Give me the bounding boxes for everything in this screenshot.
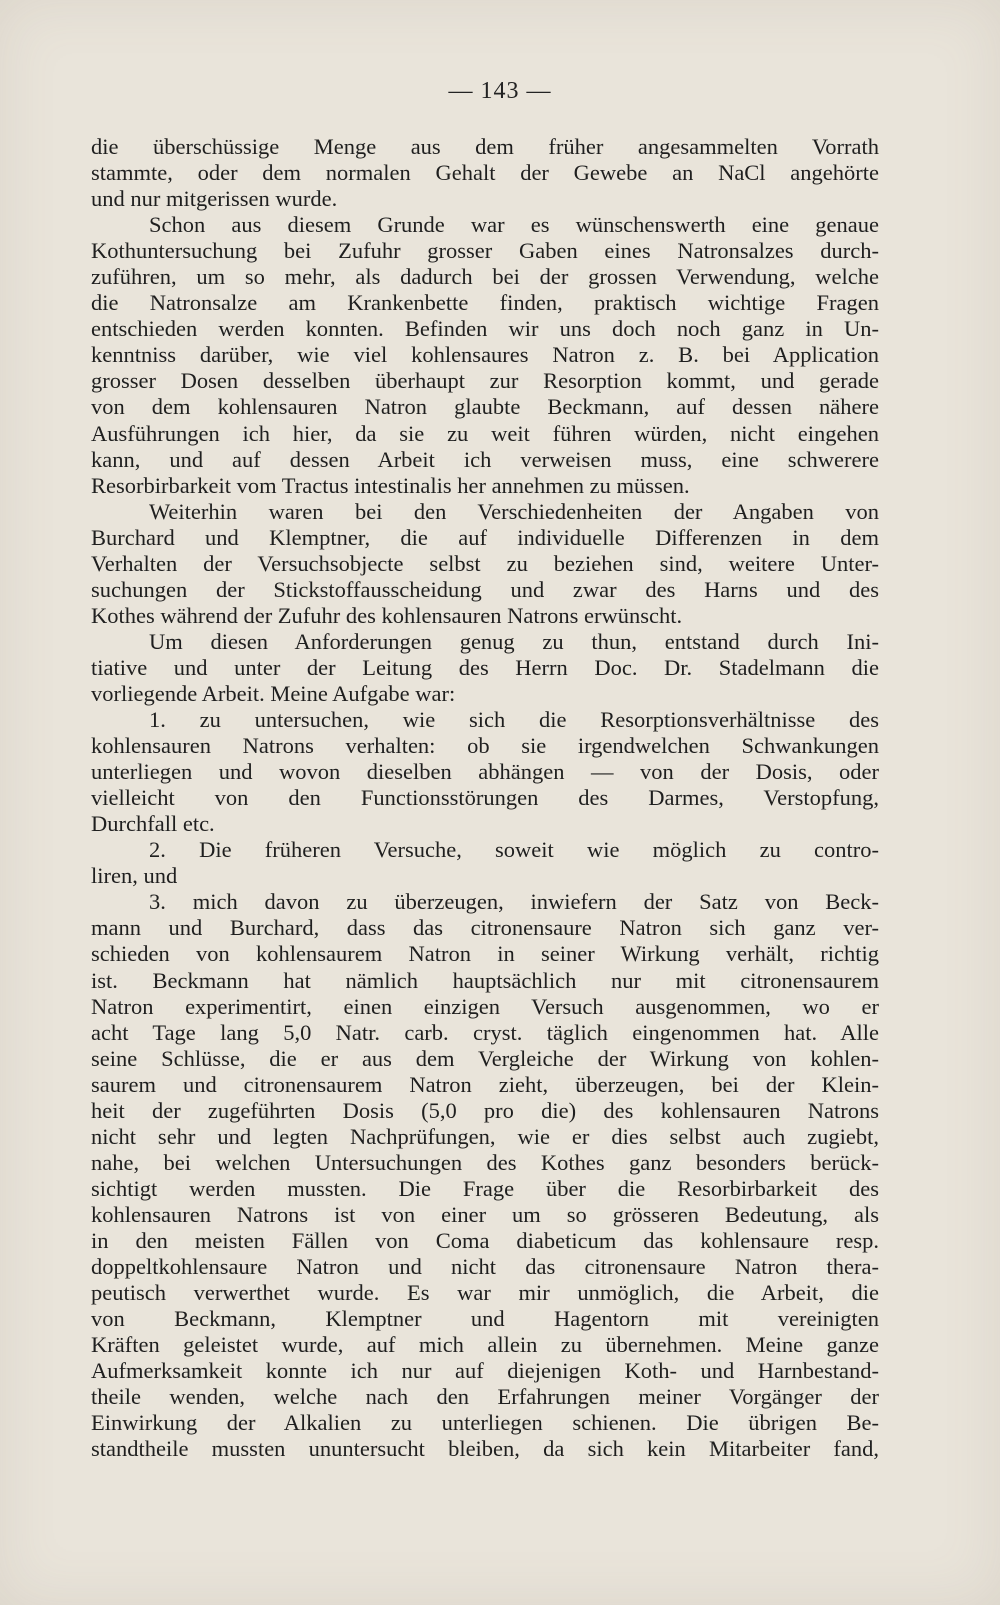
text-line: 3. mich davon zu überzeugen, inwiefern der Satz von Beck- xyxy=(149,889,879,915)
text-line: Weiterhin waren bei den Verschiedenheiten der Angaben von xyxy=(149,498,879,524)
text-line: ist. Beckmann hat nämlich hauptsächlich nur mit citronensaurem xyxy=(91,967,879,993)
body-text xyxy=(91,134,879,1462)
text-line: nicht sehr und legten Nachprüfungen, wie er dies selbst auch zugiebt, xyxy=(91,1123,879,1149)
text-line: zuführen, um so mehr, als dadurch bei der grossen Verwendung, welche xyxy=(91,264,879,290)
page-number: — 143 — xyxy=(448,78,552,104)
text-line: Verhalten der Versuchsobjecte selbst zu beziehen sind, weitere Unter- xyxy=(91,550,879,576)
text-line: heit der zugeführten Dosis (5,0 pro die) des kohlensauren Natrons xyxy=(91,1097,879,1123)
text-line: unterliegen und wovon dieselben abhängen — von der Dosis, oder xyxy=(91,759,879,785)
text-line: saurem und citronensaurem Natron zieht, überzeugen, bei der Klein- xyxy=(91,1071,879,1097)
text-line: seine Schlüsse, die er aus dem Vergleiche der Wirkung von kohlen- xyxy=(91,1045,879,1071)
text-line: die Natronsalze am Krankenbette finden, praktisch wichtige Fragen xyxy=(91,290,879,316)
text-line: 1. zu untersuchen, wie sich die Resorptionsverhältnisse des xyxy=(149,707,879,733)
text-line: Kräften geleistet wurde, auf mich allein zu übernehmen. Meine ganze xyxy=(91,1332,879,1358)
text-line: vielleicht von den Functionsstörungen des Darmes, Verstopfung, xyxy=(91,785,879,811)
text-line: entschieden werden konnten. Befinden wir uns doch noch ganz in Un- xyxy=(91,316,879,342)
text-line: die überschüssige Menge aus dem früher angesammelten Vorrath xyxy=(91,134,879,159)
text-line: Burchard und Klemptner, die auf individuelle Differenzen in dem xyxy=(91,524,879,550)
text-line: Kothuntersuchung bei Zufuhr grosser Gaben eines Natronsalzes durch- xyxy=(91,238,879,264)
text-line: Ausführungen ich hier, da sie zu weit führen würden, nicht eingehen xyxy=(91,420,879,446)
text-line: in den meisten Fällen von Coma diabeticum das kohlensaure resp. xyxy=(91,1227,879,1253)
text-line: standtheile mussten ununtersucht bleiben, da sich kein Mitarbeiter fand, xyxy=(91,1436,879,1462)
text-line: Natron experimentirt, einen einzigen Versuch ausgenommen, wo er xyxy=(91,993,879,1019)
text-line: und nur mitgerissen wurde. xyxy=(91,186,338,212)
text-line: Resorbirbarkeit vom Tractus intestinalis her annehmen zu müssen. xyxy=(91,472,690,498)
text-line: kohlensauren Natrons ist von einer um so grösseren Bedeutung, als xyxy=(91,1201,879,1227)
text-line: liren, und xyxy=(91,863,178,889)
text-line: theile wenden, welche nach den Erfahrungen meiner Vorgänger der xyxy=(91,1384,879,1410)
text-line: suchungen der Stickstoffausscheidung und zwar des Harns und des xyxy=(91,576,879,602)
text-line: von dem kohlensauren Natron glaubte Beckmann, auf dessen nähere xyxy=(91,394,879,420)
text-line: Durchfall etc. xyxy=(91,811,215,837)
text-line: tiative und unter der Leitung des Herrn Doc. Dr. Stadelmann die xyxy=(91,654,879,680)
text-line: peutisch verwerthet wurde. Es war mir unmöglich, die Arbeit, die xyxy=(91,1280,879,1306)
text-line: schieden von kohlensaurem Natron in seiner Wirkung verhält, richtig xyxy=(91,941,879,967)
text-line: 2. Die früheren Versuche, soweit wie möglich zu contro- xyxy=(149,837,879,863)
text-line: Um diesen Anforderungen genug zu thun, entstand durch Ini- xyxy=(149,628,879,654)
text-line: kenntniss darüber, wie viel kohlensaures Natron z. B. bei Application xyxy=(91,342,879,368)
text-line: grosser Dosen desselben überhaupt zur Resorption kommt, und gerade xyxy=(91,368,879,394)
text-line: Aufmerksamkeit konnte ich nur auf diejenigen Koth- und Harnbestand- xyxy=(91,1358,879,1384)
text-line: Schon aus diesem Grunde war es wünschenswerth eine genaue xyxy=(149,212,879,238)
text-line: mann und Burchard, dass das citronensaure Natron sich ganz ver- xyxy=(91,915,879,941)
text-line: doppeltkohlensaure Natron und nicht das citronensaure Natron thera- xyxy=(91,1254,879,1280)
text-line: acht Tage lang 5,0 Natr. carb. cryst. täglich eingenommen hat. Alle xyxy=(91,1019,879,1045)
text-line: kohlensauren Natrons verhalten: ob sie irgendwelchen Schwankungen xyxy=(91,733,879,759)
text-line: stammte, oder dem normalen Gehalt der Gewebe an NaCl angehörte xyxy=(91,160,879,186)
text-line: kann, und auf dessen Arbeit ich verweisen muss, eine schwerere xyxy=(91,446,879,472)
text-line: Kothes während der Zufuhr des kohlensauren Natrons erwünscht. xyxy=(91,602,683,628)
text-line: Einwirkung der Alkalien zu unterliegen schienen. Die übrigen Be- xyxy=(91,1410,879,1436)
text-line: sichtigt werden mussten. Die Frage über die Resorbirbarkeit des xyxy=(91,1175,879,1201)
text-line: nahe, bei welchen Untersuchungen des Kothes ganz besonders berück- xyxy=(91,1149,879,1175)
text-line: von Beckmann, Klemptner und Hagentorn mit vereinigten xyxy=(91,1306,879,1332)
text-line: vorliegende Arbeit. Meine Aufgabe war: xyxy=(91,680,456,706)
